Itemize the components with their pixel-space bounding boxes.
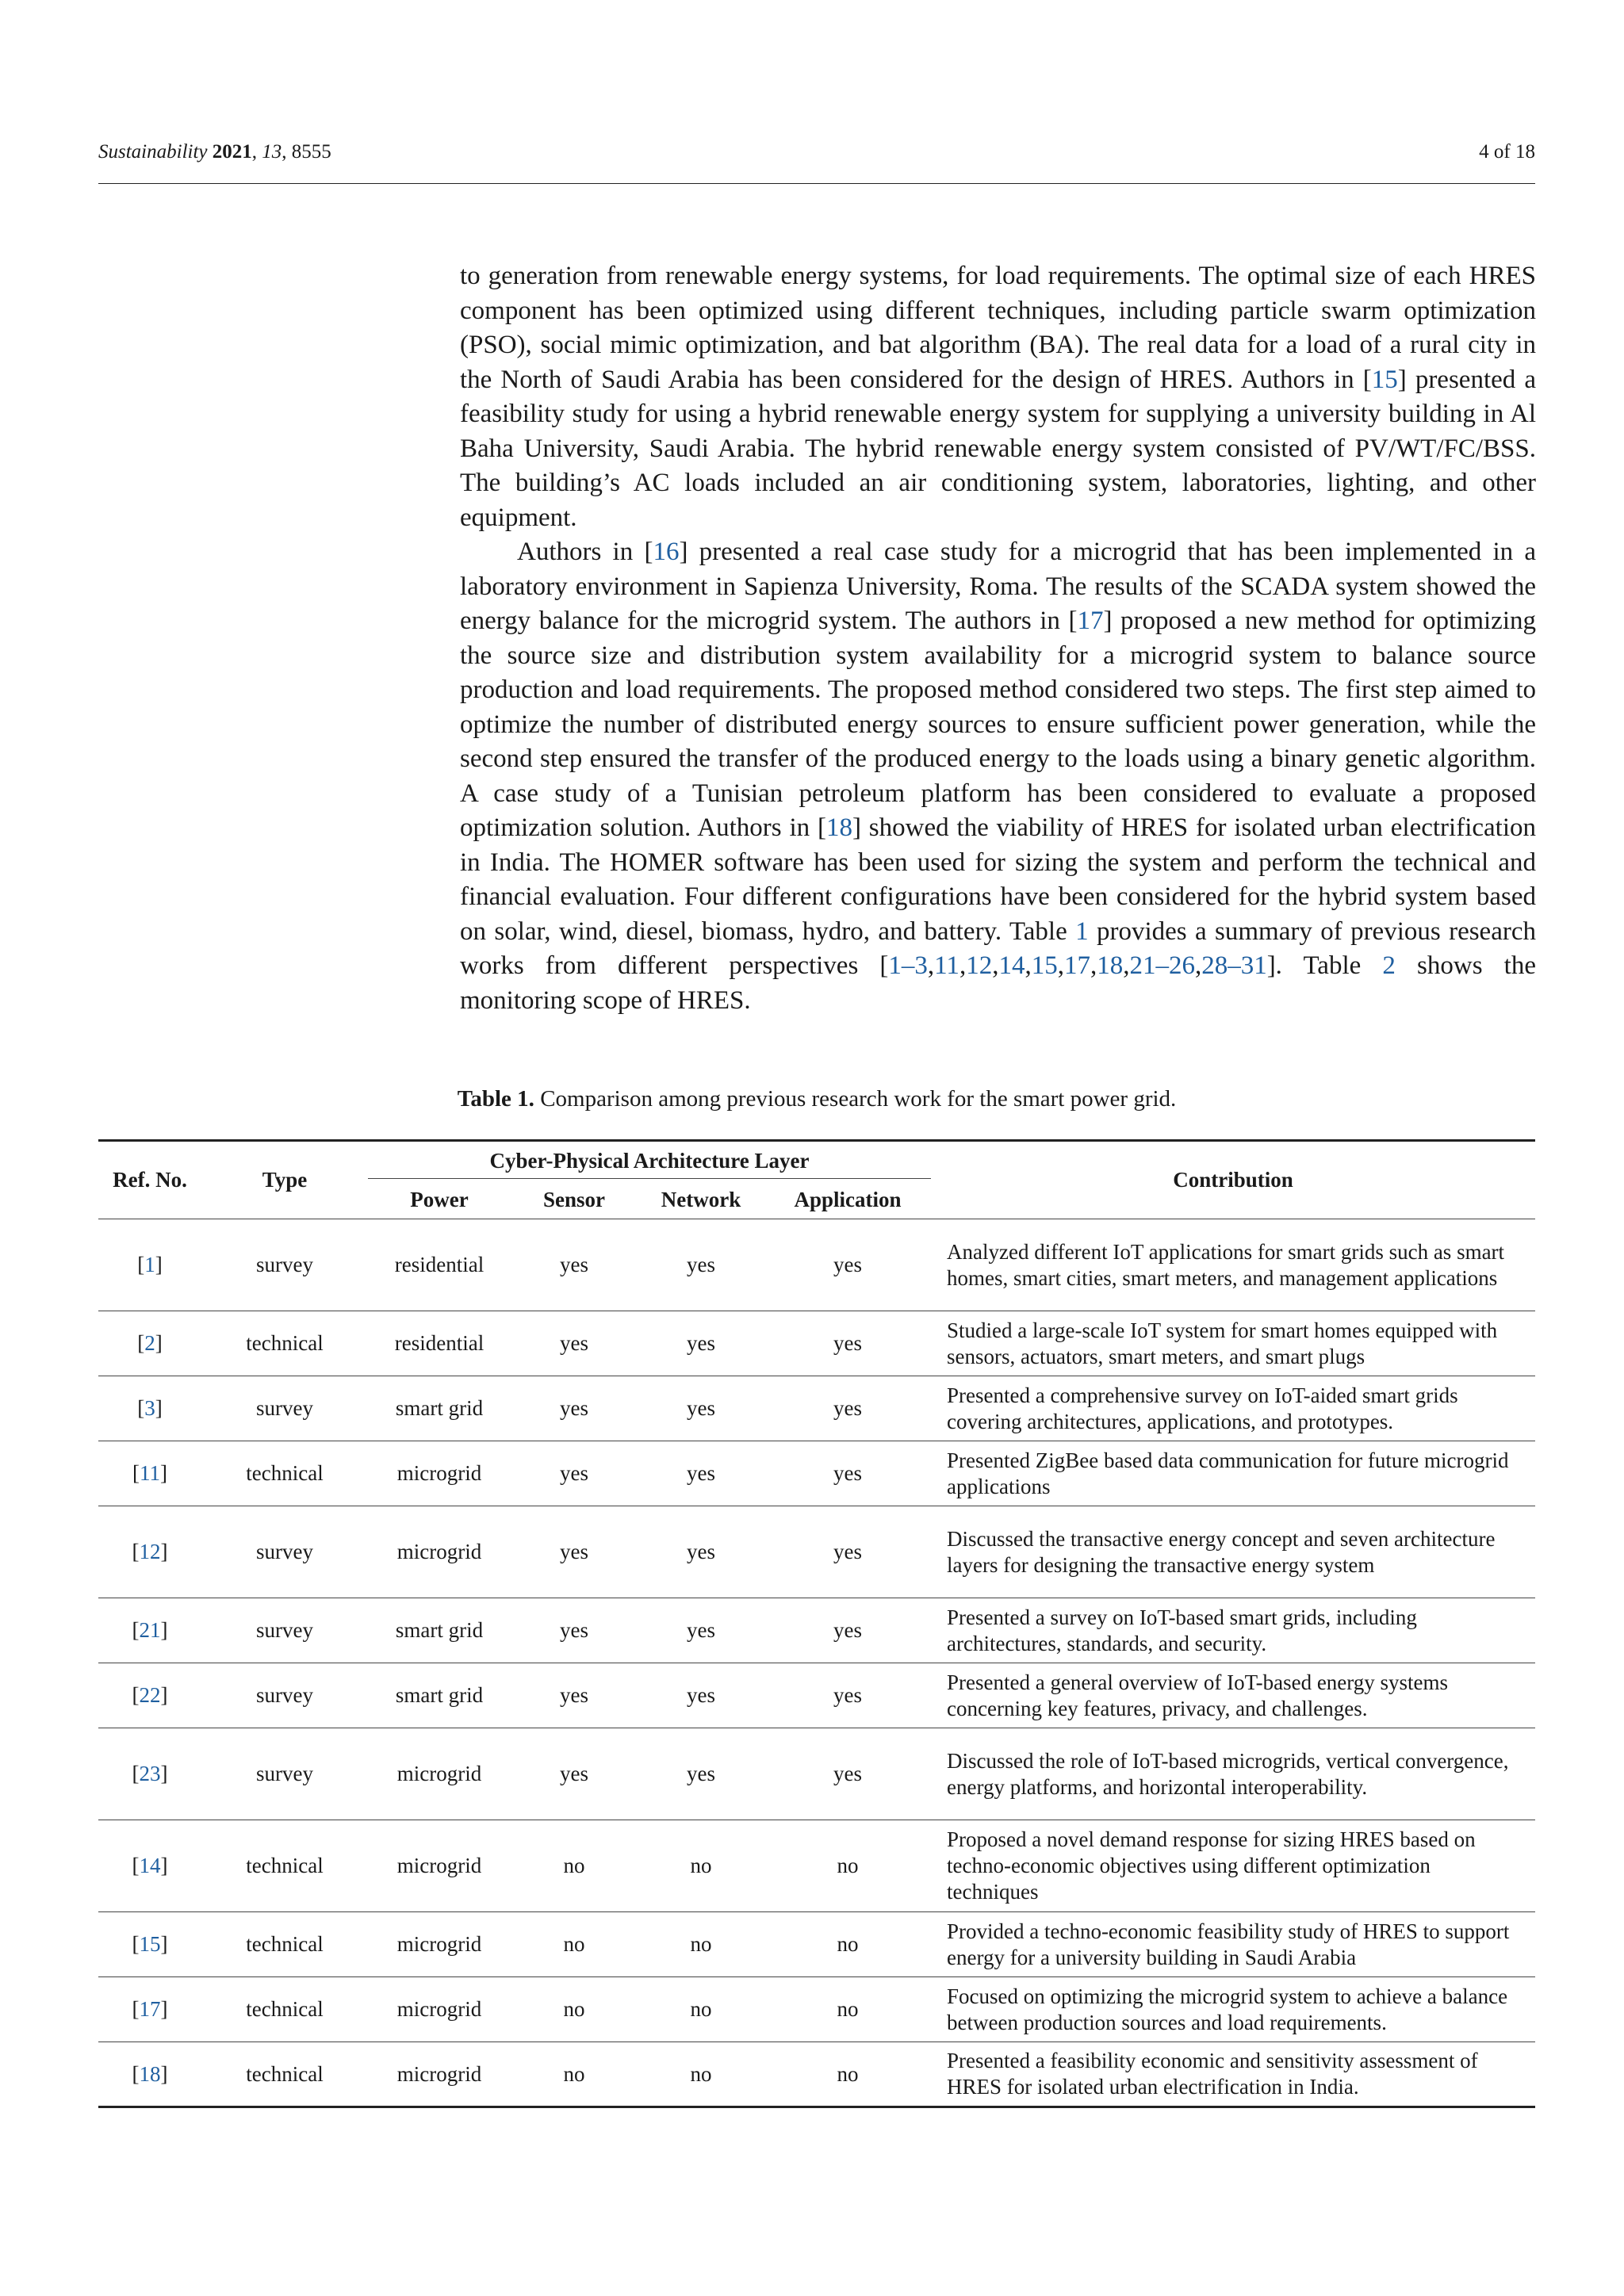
cell-application: no bbox=[764, 1820, 931, 1912]
table-row bbox=[98, 1441, 1535, 1506]
table-row bbox=[98, 1728, 1535, 1820]
comparison-table bbox=[98, 1139, 1535, 2108]
cell-application: yes bbox=[764, 1598, 931, 1663]
citation-link[interactable]: 28–31 bbox=[1201, 951, 1267, 980]
paragraph-2: Authors in [16] presented a real case study for a microgrid that has been implemented in a laboratory environment in Sapienza University, Roma. The results of the SCADA system showed the energy balance for the microgrid system. The authors in [17] proposed a new method for optimizing the source size and distribution system availability for a microgrid system to balance source production and load requirements. The proposed method considered two steps. The first step aimed to optimize the number of distributed energy sources to ensure sufficient power generation, while the second step ensured the transfer of the produced energy to the loads using a binary genetic algorithm. A case study of a Tunisian petroleum platform has been considered to evaluate a proposed optimization solution. Authors in [18] showed the viability of HRES for isolated urban electrification in India. The HOMER software has been used for sizing the system and perform the technical and financial evaluation. Four different configurations have been considered for the hybrid system based on solar, wind, diesel, biomass, hydro, and battery. Table 1 provides a summary of previous research works from different perspectives [1–3,11,12,14,15,17,18,21–26,28–31]. Table 2 shows the monitoring scope of HRES. bbox=[460, 538, 1536, 1015]
cell-ref: [22] bbox=[98, 1663, 201, 1728]
citation-link[interactable]: 21–26 bbox=[1129, 951, 1195, 980]
citation-link[interactable]: 15 bbox=[1371, 365, 1398, 394]
article-number: 8555 bbox=[291, 141, 331, 163]
citation-link[interactable]: 22 bbox=[139, 1683, 161, 1707]
cell-contribution: Presented a feasibility economic and sensitivity assessment of HRES for isolated urban electrification in India. bbox=[931, 2042, 1535, 2107]
citation-link[interactable]: 15 bbox=[139, 1932, 161, 1956]
body-text bbox=[460, 259, 1536, 1018]
citation-link[interactable]: 17 bbox=[1063, 951, 1090, 980]
citation-link[interactable]: 1–3 bbox=[888, 951, 928, 980]
table-row bbox=[98, 1506, 1535, 1598]
citation-link[interactable]: 21 bbox=[139, 1618, 161, 1642]
journal-name: Sustainability bbox=[98, 141, 208, 163]
caption-text: Comparison among previous research work for the smart power grid. bbox=[540, 1086, 1177, 1112]
header-sensor: Sensor bbox=[542, 1187, 605, 1211]
cell-type: survey bbox=[201, 1663, 368, 1728]
cell-sensor: yes bbox=[511, 1598, 638, 1663]
cell-type: technical bbox=[201, 1820, 368, 1912]
table-row bbox=[98, 2042, 1535, 2107]
table-row bbox=[98, 1820, 1535, 1912]
citation-link[interactable]: 14 bbox=[139, 1854, 161, 1877]
cell-type: survey bbox=[201, 1376, 368, 1441]
header-ref bbox=[98, 1141, 201, 1219]
cell-contribution: Analyzed different IoT applications for smart grids such as smart homes, smart cities, smart meters, and management applications bbox=[931, 1219, 1535, 1311]
cell-sensor: yes bbox=[511, 1663, 638, 1728]
citation-link[interactable]: 12 bbox=[139, 1540, 161, 1563]
cell-contribution: Proposed a novel demand response for sizing HRES based on techno-economic objectives using different optimization techniques bbox=[931, 1820, 1535, 1912]
cell-application: yes bbox=[764, 1219, 931, 1311]
table-row bbox=[98, 1663, 1535, 1728]
cell-network: no bbox=[638, 2042, 764, 2107]
citation-link[interactable]: 16 bbox=[653, 538, 680, 566]
cell-sensor: yes bbox=[511, 1441, 638, 1506]
cell-ref: [2] bbox=[98, 1311, 201, 1376]
cell-network: yes bbox=[638, 1506, 764, 1598]
cell-contribution: Discussed the role of IoT-based microgrids, vertical convergence, energy platforms, and horizontal interoperability. bbox=[931, 1728, 1535, 1820]
cell-network: yes bbox=[638, 1441, 764, 1506]
table-row bbox=[98, 1598, 1535, 1663]
cell-type: survey bbox=[201, 1598, 368, 1663]
table-row bbox=[98, 1977, 1535, 2042]
page-number: 4 of 18 bbox=[1479, 141, 1535, 163]
cell-power: residential bbox=[368, 1219, 511, 1311]
cell-contribution: Presented ZigBee based data communication for future microgrid applications bbox=[931, 1441, 1535, 1506]
cell-contribution: Provided a techno-economic feasibility study of HRES to support energy for a university building in Saudi Arabia bbox=[931, 1912, 1535, 1977]
citation: Sustainability 2021, 13, 8555 bbox=[98, 141, 331, 163]
citation-link[interactable]: 11 bbox=[140, 1461, 160, 1485]
cell-application: no bbox=[764, 2042, 931, 2107]
cell-ref: [1] bbox=[98, 1219, 201, 1311]
cell-type: survey bbox=[201, 1219, 368, 1311]
table-link[interactable]: 1 bbox=[1075, 916, 1089, 946]
cell-contribution: Presented a survey on IoT-based smart grids, including architectures, standards, and security. bbox=[931, 1598, 1535, 1663]
cell-application: yes bbox=[764, 1311, 931, 1376]
cell-ref: [15] bbox=[98, 1912, 201, 1977]
citation-link[interactable]: 1 bbox=[144, 1253, 155, 1276]
header-type: Type bbox=[262, 1168, 308, 1192]
cell-ref: [17] bbox=[98, 1977, 201, 2042]
header-application: Application bbox=[794, 1187, 902, 1211]
cell-ref: [3] bbox=[98, 1376, 201, 1441]
cell-sensor: yes bbox=[511, 1506, 638, 1598]
cell-sensor: no bbox=[511, 1820, 638, 1912]
cell-contribution: Focused on optimizing the microgrid system to achieve a balance between production sources and load requirements. bbox=[931, 1977, 1535, 2042]
cell-power: smart grid bbox=[368, 1663, 511, 1728]
text-run: ]. Table bbox=[1266, 951, 1383, 980]
citation-link[interactable]: 18 bbox=[139, 2061, 161, 2086]
text-run: ] showed the viability of HRES for isolated urban electrification in India. The HOMER software has been used for sizing the system and perform the technical and financial evaluation. Four different configurations have been considered for the hybrid system based on solar, wind, diesel, biomass, hydro, and battery. Table bbox=[460, 813, 1536, 946]
cell-power: microgrid bbox=[368, 1820, 511, 1912]
cell-sensor: yes bbox=[511, 1219, 638, 1311]
citation-link[interactable]: 14 bbox=[998, 951, 1025, 980]
cell-type: technical bbox=[201, 1311, 368, 1376]
cell-type: survey bbox=[201, 1728, 368, 1820]
cell-application: no bbox=[764, 1912, 931, 1977]
cell-sensor: no bbox=[511, 1912, 638, 1977]
citation-link[interactable]: 18 bbox=[825, 813, 852, 842]
paragraph-1 bbox=[460, 259, 1536, 535]
journal-volume: 13 bbox=[262, 141, 282, 163]
cell-sensor: yes bbox=[511, 1376, 638, 1441]
cell-power: residential bbox=[368, 1311, 511, 1376]
citation-link[interactable]: 23 bbox=[139, 1762, 161, 1785]
text-run: Authors in [ bbox=[517, 538, 653, 566]
citation-link[interactable]: 3 bbox=[144, 1396, 155, 1420]
table-row bbox=[98, 1219, 1535, 1311]
cell-ref: [11] bbox=[98, 1441, 201, 1506]
cell-application: yes bbox=[764, 1441, 931, 1506]
cell-application: yes bbox=[764, 1506, 931, 1598]
cell-network: yes bbox=[638, 1728, 764, 1820]
cell-power: microgrid bbox=[368, 2042, 511, 2107]
cell-type: technical bbox=[201, 1977, 368, 2042]
cell-contribution: Presented a comprehensive survey on IoT-aided smart grids covering architectures, applications, and prototypes. bbox=[931, 1376, 1535, 1441]
cell-ref: [18] bbox=[98, 2042, 201, 2107]
citation-link[interactable]: 15 bbox=[1031, 951, 1058, 980]
cell-application: no bbox=[764, 1977, 931, 2042]
cell-network: no bbox=[638, 1820, 764, 1912]
table-body bbox=[98, 1219, 1535, 2107]
header-power: Power bbox=[410, 1187, 469, 1211]
citation-link[interactable]: 17 bbox=[1077, 607, 1104, 635]
header-contribution: Contribution bbox=[1173, 1168, 1293, 1192]
header-network: Network bbox=[661, 1187, 741, 1211]
text-run: to generation from renewable energy systems, for load requirements. The optimal size of each HRES component has been optimized using different techniques, including particle swarm optimization (PSO), social mimic optimization, and bat algorithm (BA). The real data for a load of a rural city in the North of Saudi Arabia has been considered for the design of HRES. Authors in [ bbox=[460, 262, 1536, 394]
cell-ref: [12] bbox=[98, 1506, 201, 1598]
cell-sensor: no bbox=[511, 2042, 638, 2107]
cell-network: no bbox=[638, 1977, 764, 2042]
cell-network: yes bbox=[638, 1219, 764, 1311]
cell-contribution: Discussed the transactive energy concept and seven architecture layers for designing the transactive energy system bbox=[931, 1506, 1535, 1598]
citation-link[interactable]: 12 bbox=[966, 951, 993, 980]
cell-power: microgrid bbox=[368, 1977, 511, 2042]
table-caption bbox=[98, 1086, 1535, 1112]
table-row bbox=[98, 1912, 1535, 1977]
text-run: ] presented a real case study for a microgrid that has been implemented in a laboratory environment in Sapienza University, Roma. The results of the SCADA system showed the energy balance for the microgrid system. The authors in [ bbox=[460, 538, 1536, 635]
cell-contribution: Presented a general overview of IoT-based energy systems concerning key features, privacy, and challenges. bbox=[931, 1663, 1535, 1728]
cell-power: microgrid bbox=[368, 1506, 511, 1598]
cell-network: yes bbox=[638, 1311, 764, 1376]
cell-application: yes bbox=[764, 1663, 931, 1728]
citation-link[interactable]: 11 bbox=[934, 951, 959, 980]
text-run: provides a summary of previous research works from different perspectives [ bbox=[460, 916, 1536, 980]
cell-ref: [14] bbox=[98, 1820, 201, 1912]
header-label: Ref. No. bbox=[113, 1168, 187, 1192]
cell-application: yes bbox=[764, 1728, 931, 1820]
cell-ref: [23] bbox=[98, 1728, 201, 1820]
table-row bbox=[98, 1376, 1535, 1441]
cell-application: yes bbox=[764, 1376, 931, 1441]
cell-power: microgrid bbox=[368, 1912, 511, 1977]
text-run: ] proposed a new method for optimizing the source size and distribution system availability for a microgrid system to balance source production and load requirements. The proposed method considered two steps. The first step aimed to optimize the number of distributed energy sources to ensure sufficient power generation, while the second step ensured the transfer of the produced energy to the loads using a binary genetic algorithm. A case study of a Tunisian petroleum platform has been considered to evaluate a proposed optimization solution. Authors in [ bbox=[460, 607, 1536, 842]
table-row bbox=[98, 1311, 1535, 1376]
cell-sensor: yes bbox=[511, 1728, 638, 1820]
cell-network: yes bbox=[638, 1598, 764, 1663]
cell-network: yes bbox=[638, 1376, 764, 1441]
cell-type: survey bbox=[201, 1506, 368, 1598]
journal-year: 2021 bbox=[212, 141, 252, 163]
table-link[interactable]: 2 bbox=[1382, 951, 1396, 980]
text-run: ] presented a feasibility study for using a hybrid renewable energy system for supplying a university building in Al Baha University, Saudi Arabia. The hybrid renewable energy system consisted of PV/WT/FC/BSS. The building’s AC loads included an air conditioning system, laboratories, lighting, and other equipment. bbox=[460, 365, 1536, 532]
cell-contribution: Studied a large-scale IoT system for smart homes equipped with sensors, actuators, smart meters, and smart plugs bbox=[931, 1311, 1535, 1376]
cell-power: smart grid bbox=[368, 1376, 511, 1441]
cell-type: technical bbox=[201, 1441, 368, 1506]
header-rule bbox=[98, 183, 1535, 184]
cell-power: microgrid bbox=[368, 1728, 511, 1820]
citation-link[interactable]: 2 bbox=[144, 1331, 155, 1355]
cell-network: yes bbox=[638, 1663, 764, 1728]
header-layer-group: Cyber-Physical Architecture Layer bbox=[368, 1141, 931, 1179]
cell-type: technical bbox=[201, 1912, 368, 1977]
cell-power: microgrid bbox=[368, 1441, 511, 1506]
cell-power: smart grid bbox=[368, 1598, 511, 1663]
citation-link[interactable]: 17 bbox=[139, 1997, 161, 2021]
cell-sensor: yes bbox=[511, 1311, 638, 1376]
text-run: shows the monitoring scope of HRES. bbox=[460, 951, 1536, 1015]
citation-link[interactable]: 18 bbox=[1097, 951, 1124, 980]
running-header bbox=[98, 141, 1535, 163]
cell-network: no bbox=[638, 1912, 764, 1977]
cell-type: technical bbox=[201, 2042, 368, 2107]
caption-label: Table 1. bbox=[457, 1086, 534, 1112]
cell-ref: [21] bbox=[98, 1598, 201, 1663]
cell-sensor: no bbox=[511, 1977, 638, 2042]
